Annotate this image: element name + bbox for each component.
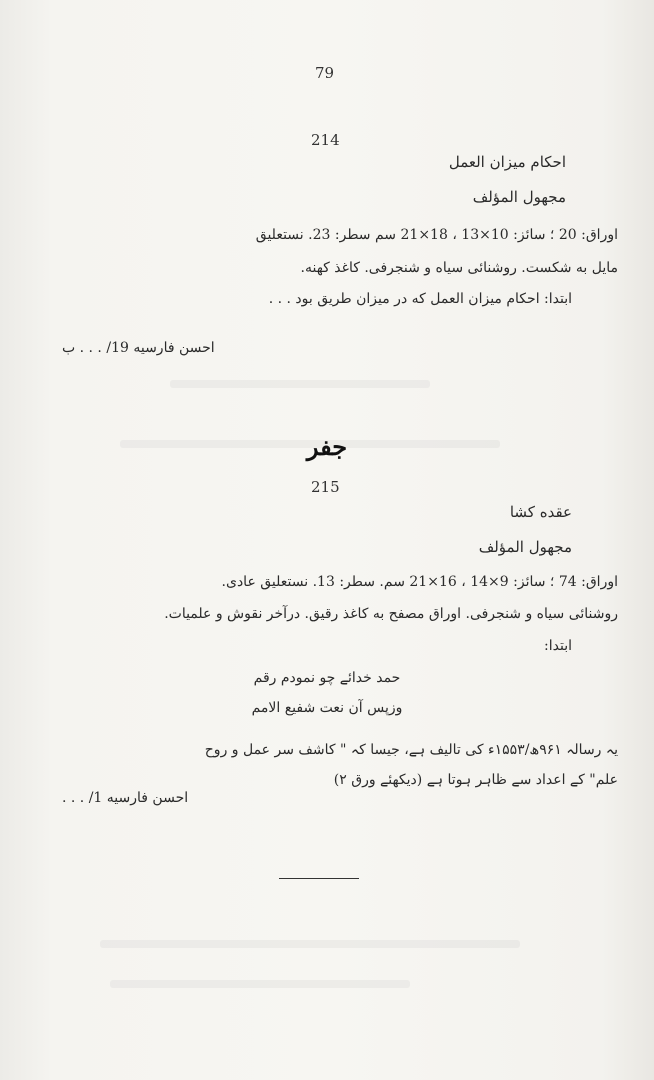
- entry-215-incipit-label: ابتدا:: [544, 638, 572, 654]
- bleed-through-mark: [100, 940, 520, 948]
- entry-215-note-line2: علم" کے اعداد سے ظاہر ہوتا ہے (دیکھئے ورق ۲): [333, 772, 618, 788]
- entry-214-author: مجهول المؤلف: [472, 188, 566, 206]
- entry-215-title: عقده کشا: [509, 503, 572, 521]
- bleed-through-mark: [110, 980, 410, 988]
- entry-214-incipit: ابتدا: احکام میزان العمل که در میزان طریق بود . . .: [268, 291, 572, 307]
- entry-214-line2: مایل به شکست. روشنائی سیاه و شنجرفی. کاغذ کهنه.: [300, 260, 618, 276]
- verse-line-2: وزپس آن نعت شفیع الامم: [251, 700, 403, 716]
- page-number: 79: [315, 64, 335, 82]
- entry-215-line2: روشنائی سیاه و شنجرفی. اوراق مصفح به کاغذ رقیق. درآخر نقوش و علمیات.: [164, 606, 618, 622]
- bleed-through-mark: [170, 380, 430, 388]
- entry-214-reference: احسن فارسیه 19/ . . . ب: [62, 340, 215, 356]
- entry-number-215: 215: [311, 478, 340, 496]
- section-heading: جفر: [306, 432, 348, 461]
- closing-rule: [279, 878, 359, 879]
- entry-215-reference: احسن فارسیه 1/ . . .: [62, 790, 189, 806]
- entry-number-214: 214: [311, 131, 340, 149]
- entry-214-title: احکام میزان العمل: [448, 153, 566, 171]
- entry-215-note-line1: یہ رسالہ ۹۶۱ھ/۱۵۵۳ء کی تالیف ہے، جیسا کہ " کاشف سر عمل و روح: [204, 742, 618, 758]
- verse-line-1: حمد خدائے چو نمودم رقم: [253, 670, 401, 686]
- entry-214-line1: اوراق: 20 ؛ سائز: 10×13 ، 18×21 سم سطر: 23. نستعلیق: [255, 227, 618, 243]
- entry-215-author: مجهول المؤلف: [478, 538, 572, 556]
- entry-215-line1: اوراق: 74 ؛ سائز: 9×14 ، 16×21 سم. سطر: 13. نستعلیق عادی.: [221, 574, 618, 590]
